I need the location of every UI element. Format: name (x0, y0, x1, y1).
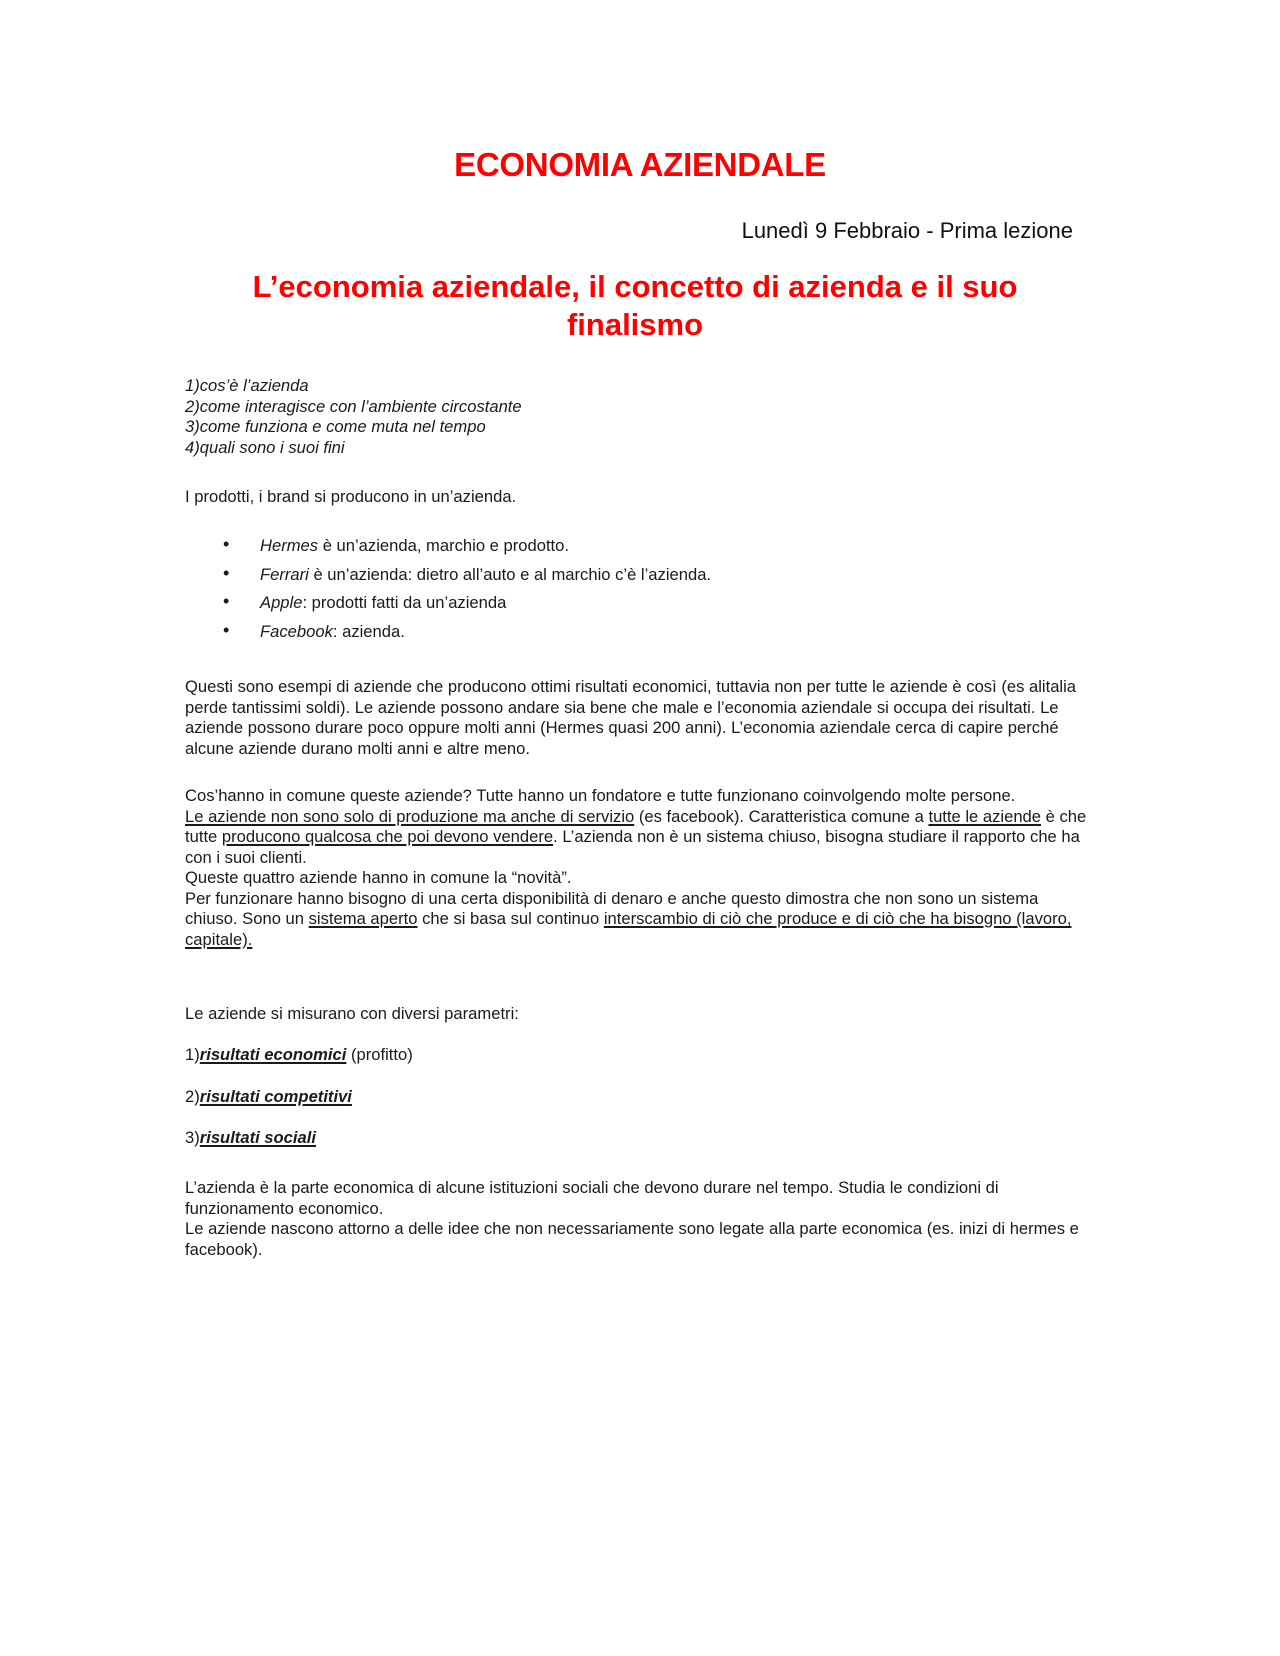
bullet-icon: • (223, 619, 230, 640)
paragraph-definition (185, 1178, 1090, 1260)
brand-text: : azienda. (332, 621, 405, 641)
paragraph-text: (es facebook). Caratteristica comune a (634, 806, 929, 826)
paragraph-text: Per funzionare hanno bisogno di una certa disponibilità di denaro e anche questo dimostra che non sono un sistema chiuso. Sono un (185, 888, 1039, 928)
brand-list (185, 536, 885, 650)
brand-name: Hermes (260, 536, 319, 555)
brand-name: Facebook (260, 621, 333, 641)
list-item (185, 593, 885, 622)
param-label: risultati sociali (199, 1128, 316, 1147)
param-number: 3) (185, 1128, 200, 1147)
param-note: (profitto) (346, 1045, 413, 1064)
bullet-icon: • (223, 591, 230, 611)
paragraph-line: Cos’hanno in comune queste aziende? Tutte hanno un fondatore e tutte funzionano coinvolgendo molte persone. (185, 786, 1016, 805)
list-item (185, 619, 885, 651)
param-label: risultati economici (199, 1045, 347, 1064)
list-item (185, 536, 885, 565)
brand-name: Apple (260, 593, 303, 612)
params-intro: Le aziende si misurano con diversi parametri: (185, 1004, 519, 1023)
paragraph-line: Le aziende nascono attorno a delle idee che non necessariamente sono legate alla parte economica (es. inizi di hermes e facebook). (185, 1219, 1079, 1259)
underlined-text: sistema aperto (308, 909, 418, 928)
paragraph-text: che si basa sul continuo (417, 909, 604, 928)
underlined-text: tutte le aziende (928, 806, 1042, 826)
paragraph-text: . L’azienda non è un sistema chiuso, bisogna studiare il rapporto che ha con i suoi clienti. (185, 827, 1080, 867)
topic-item: 2)come interagisce con l’ambiente circostante (185, 396, 522, 416)
param-number: 2) (185, 1087, 200, 1106)
topic-item: 1)cos’è l’azienda (185, 376, 309, 395)
paragraph-results: Questi sono esempi di aziende che producono ottimi risultati economici, tuttavia non per tutte le aziende è così (es alitalia perde tantissimi soldi). Le aziende possono andare sia bene che male e l’economia aziendale si occupa dei risultati. Le aziende possono durare poco oppure molti anni (Hermes quasi 200 anni). L’economia aziendale cerca di capire perché alcune aziende durano molti anni e altre meno. (185, 677, 1077, 758)
param-number: 1) (185, 1045, 200, 1064)
param-item (185, 1045, 413, 1066)
intro-text: I prodotti, i brand si producono in un’azienda. (185, 487, 517, 506)
list-item (185, 562, 885, 594)
underlined-text: interscambio di ciò che produce e di ciò che ha bisogno (lavoro, capitale). (185, 909, 1072, 949)
lesson-date: Lunedì 9 Febbraio - Prima lezione (741, 218, 1073, 243)
paragraph-common-traits (185, 786, 1090, 950)
brand-text: è un’azienda: dietro all’auto e al marchio c’è l’azienda. (308, 564, 712, 584)
subtitle-line-2: finalismo (566, 307, 704, 342)
brand-text: è un’azienda, marchio e prodotto. (318, 536, 570, 555)
topic-item: 3)come funziona e come muta nel tempo (185, 417, 486, 436)
bullet-icon: • (223, 534, 230, 554)
topic-item: 4)quali sono i suoi fini (185, 437, 345, 457)
brand-text: : prodotti fatti da un’azienda (302, 593, 507, 612)
param-item (185, 1128, 316, 1149)
topics-list (185, 376, 1090, 458)
brand-name: Ferrari (260, 564, 309, 584)
lesson-subtitle (230, 268, 1040, 344)
bullet-icon: • (223, 562, 230, 583)
document-title: ECONOMIA AZIENDALE (454, 146, 826, 183)
paragraph-line: L’azienda è la parte economica di alcune istituzioni sociali che devono durare nel tempo. Studia le condizioni di funzionamento economico. (185, 1178, 999, 1218)
param-item (185, 1087, 352, 1108)
underlined-text: Le aziende non sono solo di produzione ma anche di servizio (185, 806, 635, 826)
underlined-text: producono qualcosa che poi devono vendere (221, 827, 554, 846)
paragraph-text: è che tutte (185, 806, 1087, 846)
paragraph-line: Queste quattro aziende hanno in comune la “novità”. (185, 868, 572, 887)
param-label: risultati competitivi (199, 1087, 352, 1106)
subtitle-line-1: L’economia aziendale, il concetto di azienda e il suo (252, 269, 1018, 304)
